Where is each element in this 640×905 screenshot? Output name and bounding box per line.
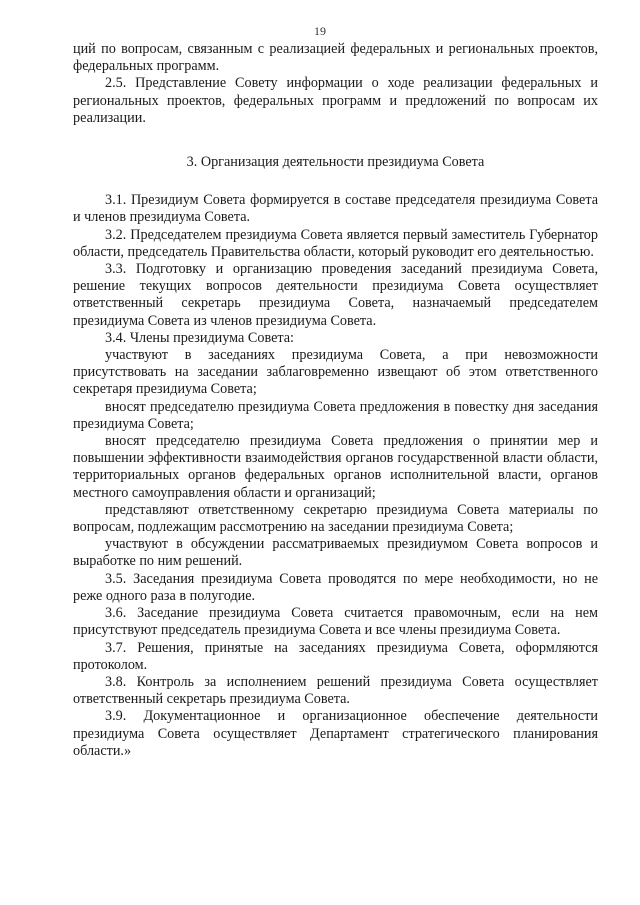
paragraph-3-9: 3.9. Документационное и организационное обеспечение деятельности президиума Совета осуществляет Департамент стратегического планирования области.» — [73, 708, 598, 759]
list-item-agenda-proposals: вносят председателю президиума Совета предложения в повестку дня заседания президиума Совета; — [73, 398, 598, 432]
page-number: 19 — [314, 24, 326, 38]
paragraph-3-1: 3.1. Президиум Совета формируется в составе председателя президиума Совета и членов президиума Совета. — [73, 192, 598, 226]
list-item-materials: представляют ответственному секретарю президиума Совета материалы по вопросам, подлежащим рассмотрению на заседании президиума Совета; — [73, 501, 598, 536]
paragraph-3-2: 3.2. Председателем президиума Совета является первый заместитель Губернатор области, председатель Правительства области, который руководит его деятельностью. — [73, 226, 598, 260]
document-body — [73, 41, 598, 760]
section-heading: 3. Организация деятельности президиума Совета — [186, 154, 485, 171]
list-item-efficiency-proposals: вносят председателю президиума Совета предложения о принятии мер и повышении эффективности взаимодействия органов государственной власти области, территориальных органов федеральных органов исполнительной власти, органов местного самоуправления области и организаций; — [73, 433, 598, 501]
paragraph-3-5: 3.5. Заседания президиума Совета проводятся по мере необходимости, но не реже одного раза в полугодие. — [73, 570, 598, 604]
paragraph-3-6: 3.6. Заседание президиума Совета считается правомочным, если на нем присутствуют председатель президиума Совета и все члены президиума Совета. — [73, 605, 598, 639]
list-item-discussion: участвуют в обсуждении рассматриваемых президиумом Совета вопросов и выработке по ним решений. — [73, 536, 598, 570]
paragraph-3-7: 3.7. Решения, принятые на заседаниях президиума Совета, оформляются протоколом. — [73, 639, 598, 673]
paragraph-3-8: 3.8. Контроль за исполнением решений президиума Совета осуществляет ответственный секретарь президиума Совета. — [73, 673, 598, 708]
paragraph-3-3: 3.3. Подготовку и организацию проведения заседаний президиума Совета, решение текущих вопросов деятельности президиума Совета осуществляет ответственный секретарь президиума Совета, назначаемый председателем президиума Совета из членов президиума Совета. — [73, 261, 598, 329]
paragraph-3-4: 3.4. Члены президиума Совета: — [105, 329, 294, 346]
paragraph-continuation: ций по вопросам, связанным с реализацией федеральных и региональных проектов, федеральных программ. — [73, 41, 598, 75]
paragraph-2-5: 2.5. Представление Совету информации о ходе реализации федеральных и региональных проектов, федеральных программ и предложений по вопросам их реализации. — [73, 75, 598, 126]
list-item-participate: участвуют в заседаниях президиума Совета, а при невозможности присутствовать на заседании заблаговременно извещают об этом ответственного секретаря президиума Совета; — [73, 347, 598, 398]
